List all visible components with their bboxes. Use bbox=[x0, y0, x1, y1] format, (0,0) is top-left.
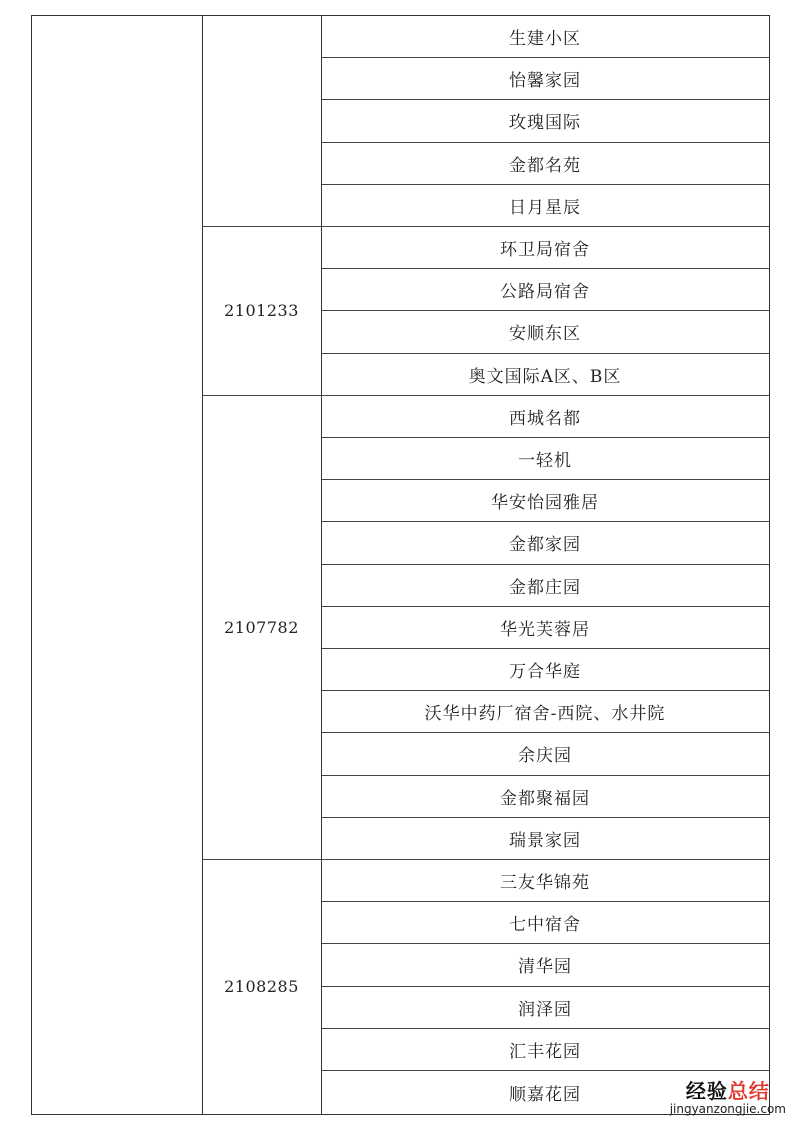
community-cell: 奥文国际A区、B区 bbox=[321, 354, 769, 396]
community-cell: 三友华锦苑 bbox=[321, 860, 769, 902]
watermark-title-main: 经验 bbox=[685, 1079, 728, 1103]
community-cell: 沃华中药厂宿舍-西院、水井院 bbox=[321, 691, 769, 733]
community-cell: 汇丰花园 bbox=[321, 1029, 769, 1071]
watermark-title-accent: 总结 bbox=[727, 1079, 770, 1103]
community-cell: 润泽园 bbox=[321, 987, 769, 1029]
community-cell: 瑞景家园 bbox=[321, 818, 769, 860]
community-cell: 安顺东区 bbox=[321, 311, 769, 353]
watermark-url: jingyanzongjie.com bbox=[669, 1102, 786, 1116]
community-cell: 西城名都 bbox=[321, 396, 769, 438]
group-code-cell bbox=[202, 16, 321, 227]
community-cell: 公路局宿舍 bbox=[321, 269, 769, 311]
group-code-cell: 2107782 bbox=[202, 396, 321, 860]
watermark-title bbox=[670, 1075, 786, 1104]
community-cell: 生建小区 bbox=[321, 16, 769, 58]
community-cell: 金都庄园 bbox=[321, 565, 769, 607]
community-cell: 七中宿舍 bbox=[321, 902, 769, 944]
community-cell: 华光芙蓉居 bbox=[321, 607, 769, 649]
community-cell: 金都聚福园 bbox=[321, 776, 769, 818]
community-cell: 环卫局宿舍 bbox=[321, 227, 769, 269]
community-cell: 华安怡园雅居 bbox=[321, 480, 769, 522]
community-cell: 金都家园 bbox=[321, 522, 769, 564]
community-cell: 余庆园 bbox=[321, 733, 769, 775]
community-cell: 万合华庭 bbox=[321, 649, 769, 691]
community-cell: 金都名苑 bbox=[321, 143, 769, 185]
community-cell: 一轻机 bbox=[321, 438, 769, 480]
group-code-cell: 2108285 bbox=[224, 977, 299, 997]
group-code-cell: 2101233 bbox=[202, 227, 321, 396]
community-table bbox=[31, 15, 770, 1115]
community-cell: 玫瑰国际 bbox=[321, 100, 769, 142]
community-cell: 日月星辰 bbox=[321, 185, 769, 227]
community-cell: 顺嘉花园 bbox=[509, 1084, 581, 1105]
site-watermark bbox=[670, 1075, 786, 1116]
community-cell: 清华园 bbox=[321, 944, 769, 986]
community-cell: 怡馨家园 bbox=[321, 58, 769, 100]
